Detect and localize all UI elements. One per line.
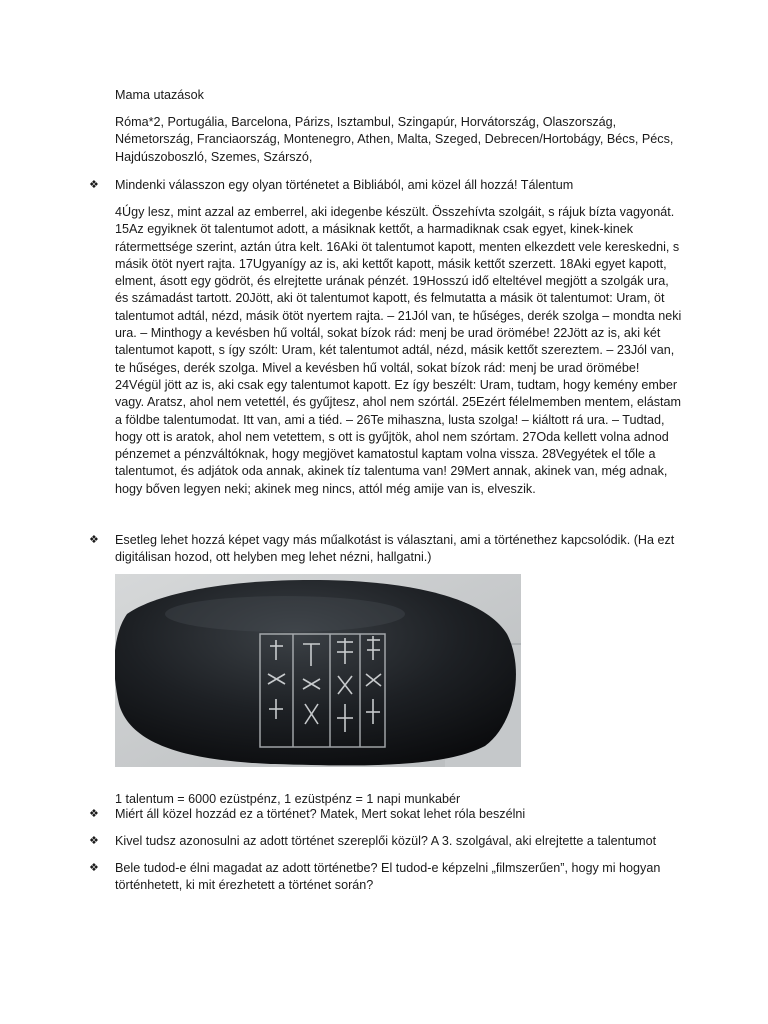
bullet-identify: Kivel tudsz azonosulni az adott történet szereplői közül? A 3. szolgával, aki elrejtette a talentumot [115, 834, 657, 848]
bullet-why-close: Miért áll közel hozzád ez a történet? Matek, Mert sokat lehet róla beszélni [115, 807, 526, 821]
places-paragraph: Róma*2, Portugália, Barcelona, Párizs, Isztambul, Szingapúr, Horvátország, Olaszország, Németország, Franciaország, Montenegro, Athen, Malta, Szeged, Debrecen/Hortobágy, Bécs, Pécs, Hajdúszoboszló, Szemes, Szárszó, [115, 115, 674, 164]
bullet-diamond-icon: ❖ [89, 534, 99, 546]
bullet-artwork: Esetleg lehet hozzá képet vagy más műalkotást is választani, ami a történethez kapcsolódik. (Ha ezt digitálisan hozod, ott helyben meg lehet nézni, hallgatni.) [115, 533, 675, 565]
talent-caption: 1 talentum = 6000 ezüstpénz, 1 ezüstpénz = 1 napi munkabér [115, 791, 461, 806]
talent-stone-photo [115, 574, 521, 767]
bullet-diamond-icon: ❖ [89, 808, 99, 820]
bullet-diamond-icon: ❖ [89, 862, 99, 874]
doc-title: Mama utazások [115, 88, 204, 102]
bullet-choose-story: Mindenki válasszon egy olyan történetet a Bibliából, ami közel áll hozzá! Tálentum [115, 178, 574, 192]
parable-text: 4Úgy lesz, mint azzal az emberrel, aki idegenbe készült. Összehívta szolgáit, s rájuk bízta vagyonát. 15Az egyiknek öt talentumot adott, a másiknak kettőt, a harmadiknak csak egyet, kinek-kinek rátermettsége szerint, aztán útra kelt. 16Aki öt talentumot kapott, menten elkezdett vele kereskedni, s másik ötöt nyert rajta. 17Ugyanígy az is, aki kettőt kapott, másik kettőt szerzett. 18Aki egyet kapott, elment, ásott egy gödröt, és elrejtette urának pénzét. 19Hosszú idő elteltével megjött a szolgák ura, és számadást tartott. 20Jött, aki öt talentumot kapott, és felmutatta a másik öt talentumot: Uram, öt talentumot adtál, nézd, másik ötöt nyertem rajta. – 21Jól van, te hűséges, derék szolga – mondta neki ura. – Minthogy a kevésben hű voltál, sokat bízok rád: menj be urad örömébe! 22Jött az is, aki két talentumot kapott, s így szólt: Uram, két talentumot adtál, nézd, másik kettőt szereztem. – 23Jól van, te hűséges, derék szolga. Mivel a kevésben hű voltál, sokat bízok rád: menj be urad örömébe! 24Végül jött az is, aki csak egy talentumot kapott. Ez így beszélt: Uram, tudtam, hogy kemény ember vagy. Aratsz, ahol nem vetettél, és gyűjtesz, ahol nem szórtál. 25Ezért félelmemben mentem, elástam a földbe talentumodat. Itt van, ami a tiéd. – 26Te mihaszna, lusta szolga! – kiáltott rá ura. – Tudtad, hogy ott is aratok, ahol nem vetettem, s ott is gyűjtök, ahol nem szórtam. 27Oda kellett volna adnod pénzemet a pénzváltóknak, hogy megjövet kamatostul kaptam volna vissza. 28Vegyétek el tőle a talentumot, és adjátok oda annak, akinek tíz talentuma van! 29Mert annak, akinek van, még adnak, hogy bőven legyen neki; akinek meg nincs, attól még amije van is, elveszik. [115, 205, 682, 496]
bullet-diamond-icon: ❖ [89, 835, 99, 847]
bullet-diamond-icon: ❖ [89, 179, 99, 191]
bullet-imagine: Bele tudod-e élni magadat az adott történetbe? El tudod-e képzelni „filmszerűen”, hogy mi hogyan történhetett, ki mit érezhetett a történet során? [115, 861, 661, 893]
